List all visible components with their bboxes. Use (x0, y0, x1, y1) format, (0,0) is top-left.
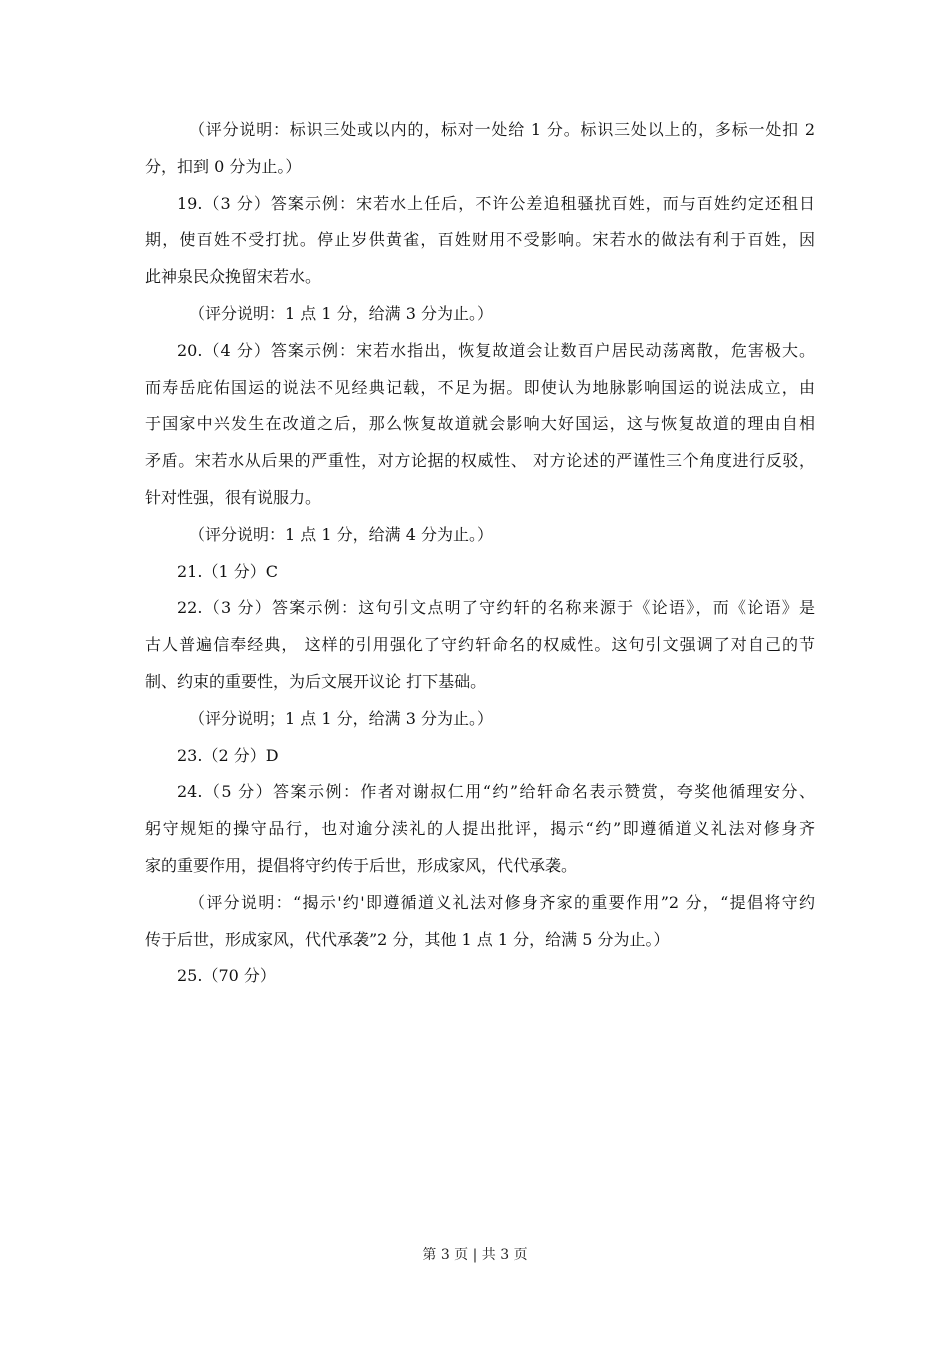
page-footer: 第 3 页 | 共 3 页 (422, 1247, 528, 1263)
scoring-note (145, 701, 815, 738)
answer-paragraph (145, 554, 815, 591)
text-line: （评分说明；1 点 1 分，给满 3 分为止。） (189, 708, 493, 728)
text-line: （评分说明：1 点 1 分，给满 3 分为止。） (189, 303, 493, 323)
text-line: 24.（5 分）答案示例：作者对谢叔仁用“约”给轩命名表示赞赏，夸奖他循理安分、 (177, 782, 815, 802)
text-line: 23.（2 分）D (177, 745, 279, 765)
text-line: 20.（4 分）答案示例：宋若水指出，恢复故道会让数百户居民动荡离散，危害极大。 (177, 340, 815, 360)
document-body (145, 112, 815, 995)
text-line: 分，扣到 0 分为止。） (145, 156, 302, 176)
text-line: 19.（3 分）答案示例：宋若水上任后，不许公差追租骚扰百姓，而与百姓约定还租日 (177, 193, 815, 213)
text-line: 传于后世，形成家风，代代承袭”2 分，其他 1 点 1 分，给满 5 分为止。） (145, 929, 670, 949)
answer-paragraph (145, 738, 815, 775)
text-line: （评分说明：标识三处或以内的，标对一处给 1 分。标识三处以上的，多标一处扣 2 (189, 120, 815, 139)
text-line: （评分说明：1 点 1 分，给满 4 分为止。） (189, 524, 493, 544)
text-line: 躬守规矩的操守品行，也对逾分渎礼的人提出批评，揭示“约”即遵循道义礼法对修身齐 (145, 819, 815, 839)
text-line: 家的重要作用，提倡将守约传于后世，形成家风，代代承袭。 (145, 855, 578, 875)
answer-paragraph (145, 774, 815, 884)
text-line: 此神泉民众挽留宋若水。 (145, 267, 322, 287)
scoring-note (145, 296, 815, 333)
answer-paragraph (145, 590, 815, 700)
answer-paragraph (145, 958, 815, 995)
scoring-note (145, 885, 815, 959)
scoring-note (145, 112, 815, 186)
text-line: 22.（3 分）答案示例：这句引文点明了守约轩的名称来源于《论语》，而《论语》是 (177, 598, 815, 618)
text-line: 制、约束的重要性，为后文展开议论 打下基础。 (145, 671, 487, 691)
text-line: 于国家中兴发生在改道之后，那么恢复故道就会影响大好国运，这与恢复故道的理由自相 (145, 414, 815, 434)
text-line: 期，使百姓不受打扰。停止岁供黄雀，百姓财用不受影响。宋若水的做法有利于百姓，因 (145, 230, 815, 250)
answer-paragraph (145, 333, 815, 517)
text-line: 矛盾。宋若水从后果的严重性，对方论据的权威性、 对方论述的严谨性三个角度进行反驳， (145, 451, 815, 471)
text-line: 而寿岳庇佑国运的说法不见经典记载，不足为据。即使认为地脉影响国运的说法成立，由 (145, 377, 815, 397)
text-line: 25.（70 分） (177, 966, 276, 986)
text-line: （评分说明：“揭示'约'即遵循道义礼法对修身齐家的重要作用”2 分，“提倡将守约 (189, 892, 815, 912)
scoring-note (145, 517, 815, 554)
text-line: 针对性强，很有说服力。 (145, 487, 322, 507)
text-line: 21.（1 分）C (177, 561, 278, 581)
text-line: 古人普遍信奉经典， 这样的引用强化了守约轩命名的权威性。这句引文强调了对自己的节 (145, 635, 815, 655)
answer-paragraph (145, 186, 815, 296)
